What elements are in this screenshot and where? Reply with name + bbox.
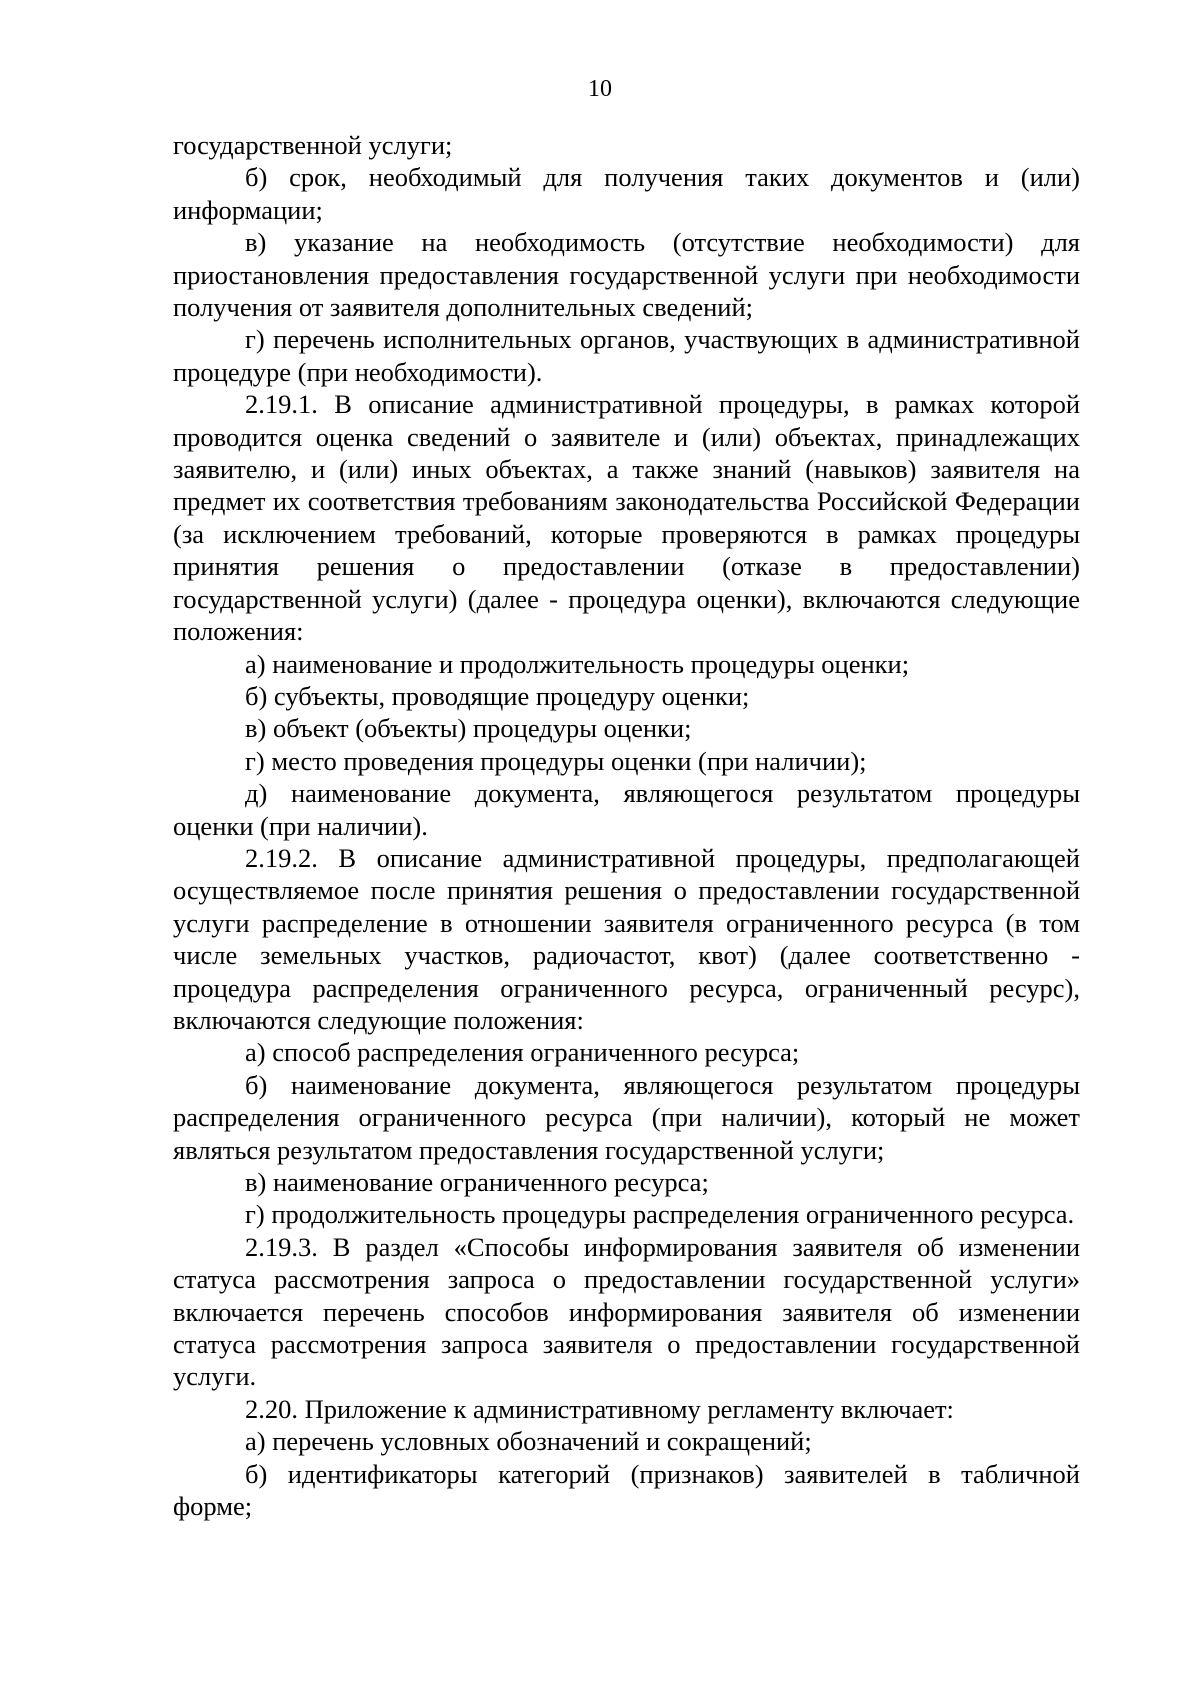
list-item-b-deadline: б) срок, необходимый для получения таких документов и (или) информации;	[173, 162, 1080, 225]
list-item-v-assessment-object: в) объект (объекты) процедуры оценки;	[245, 713, 692, 744]
list-item-b-distribution-document: б) наименование документа, являющегося результатом процедуры распределения ограниченного ресурса (при наличии), который не может являться результатом предоставления государственной услуги;	[173, 1069, 1080, 1165]
document-body	[173, 129, 1080, 1522]
list-item-g-executive-bodies: г) перечень исполнительных органов, участвующих в административной процедуре (при необходимости).	[173, 324, 1080, 387]
list-item-a-abbreviations: а) перечень условных обозначений и сокращений;	[245, 1426, 812, 1457]
list-item-d-assessment-document: д) наименование документа, являющегося результатом процедуры оценки (при наличии).	[173, 778, 1080, 841]
paragraph-continuation: государственной услуги;	[173, 130, 453, 160]
paragraph-2-19-1: 2.19.1. В описание административной процедуры, в рамках которой проводится оценка сведений о заявителе и (или) объектах, принадлежащих заявителю, и (или) иных объектах, а также знаний (навыков) заявителя на предмет их соответствия требованиям законодательства Российской Федерации (за исключением требований, которые проверяются в рамках процедуры принятия решения о предоставлении (отказе в предоставлении) государственной услуги) (далее - процедура оценки), включаются следующие положения:	[173, 389, 1080, 647]
page-number: 10	[588, 76, 612, 102]
list-item-g-assessment-place: г) место проведения процедуры оценки (при наличии);	[245, 745, 867, 776]
list-item-g-distribution-duration: г) продолжительность процедуры распределения ограниченного ресурса.	[245, 1199, 1075, 1230]
list-item-v-resource-name: в) наименование ограниченного ресурса;	[245, 1167, 709, 1197]
list-item-b-assessment-subjects: б) субъекты, проводящие процедуру оценки;	[245, 680, 750, 711]
paragraph-2-19-3: 2.19.3. В раздел «Способы информирования заявителя об изменении статуса рассмотрения запроса о предоставлении государственной услуги» включается перечень способов информирования заявителя об изменении статуса рассмотрения запроса заявителя о предоставлении государственной услуги.	[173, 1231, 1080, 1392]
list-item-v-suspension: в) указание на необходимость (отсутствие необходимости) для приостановления предоставления государственной услуги при необходимости получения от заявителя дополнительных сведений;	[173, 227, 1080, 323]
list-item-b-applicant-categories: б) идентификаторы категорий (признаков) заявителей в табличной форме;	[173, 1458, 1080, 1522]
list-item-a-distribution-method: а) способ распределения ограниченного ресурса;	[245, 1037, 800, 1068]
list-item-a-assessment-name: а) наименование и продолжительность процедуры оценки;	[245, 648, 910, 679]
paragraph-2-20: 2.20. Приложение к административному регламенту включает:	[245, 1393, 954, 1424]
paragraph-2-19-2: 2.19.2. В описание административной процедуры, предполагающей осуществляемое после принятия решения о предоставлении государственной услуги распределение в отношении заявителя ограниченного ресурса (в том числе земельных участков, радиочастот, квот) (далее соответственно - процедура распределения ограниченного ресурса, ограниченный ресурс), включаются следующие положения:	[173, 842, 1080, 1035]
